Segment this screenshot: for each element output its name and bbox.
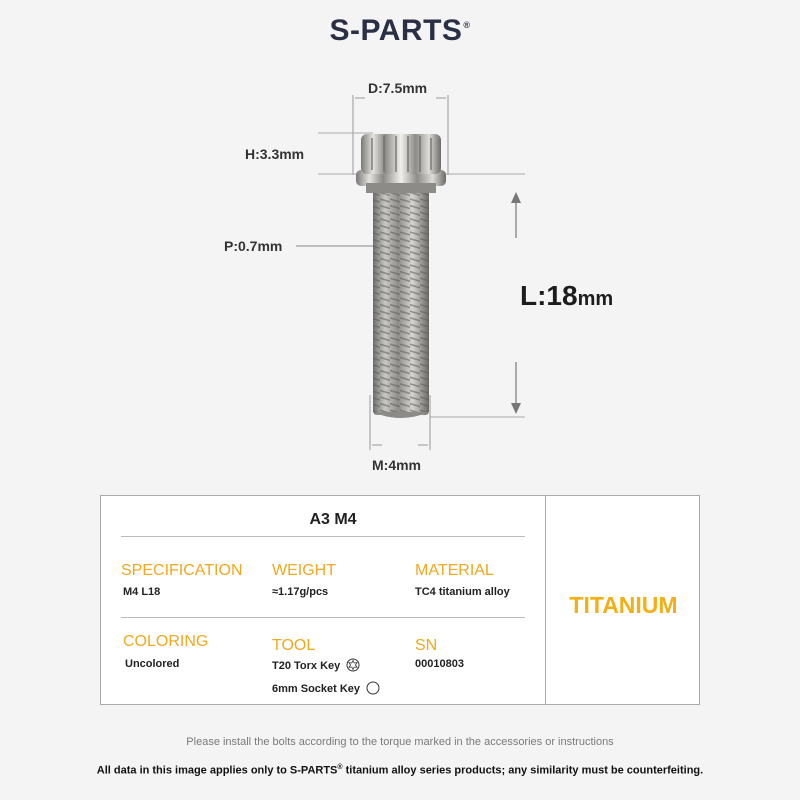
socket-key-icon <box>366 681 380 695</box>
title-rule <box>121 536 525 537</box>
specification-value: M4 L18 <box>123 586 161 598</box>
thread-label: M:4mm <box>372 457 422 473</box>
length-value: L:18 <box>520 280 578 311</box>
length-label <box>520 280 613 312</box>
sn-value: 00010803 <box>415 658 464 670</box>
length-unit: mm <box>577 288 614 310</box>
disclaimer-after: titanium alloy series products; any similarity must be counterfeiting. <box>342 764 704 777</box>
tool-value-torx <box>272 658 360 672</box>
sn-heading: SN <box>415 637 438 654</box>
head-height-label: H:3.3mm <box>245 146 305 162</box>
model-title: A3 M4 <box>309 511 357 528</box>
brand-name: S-PARTS <box>329 14 463 47</box>
coloring-value: Uncolored <box>125 658 180 670</box>
install-notice: Please install the bolts according to the torque marked in the accessories or instructions <box>186 736 614 748</box>
weight-value: ≈1.17g/pcs <box>272 586 329 598</box>
weight-heading: WEIGHT <box>272 562 336 579</box>
specification-heading: SPECIFICATION <box>121 562 243 579</box>
row-rule <box>121 617 525 618</box>
disclaimer <box>0 764 800 777</box>
torx-key-icon <box>346 658 360 672</box>
length-dimension <box>430 192 525 417</box>
pitch-label: P:0.7mm <box>224 238 283 254</box>
coloring-heading: COLORING <box>123 633 209 650</box>
torx-key-label: T20 Torx Key <box>272 660 341 672</box>
material-badge: TITANIUM <box>569 592 678 618</box>
material-heading: MATERIAL <box>415 562 494 579</box>
socket-key-label: 6mm Socket Key <box>272 683 361 695</box>
spec-card <box>100 495 700 705</box>
diameter-label: D:7.5mm <box>368 80 428 96</box>
tool-value-socket <box>272 681 380 695</box>
bolt-illustration <box>356 134 446 418</box>
material-value: TC4 titanium alloy <box>415 586 510 598</box>
disclaimer-registered-mark: ® <box>337 764 343 771</box>
disclaimer-before: All data in this image applies only to S-PARTS <box>96 764 338 777</box>
brand-registered-mark: ® <box>463 20 471 30</box>
tool-heading: TOOL <box>272 637 316 654</box>
